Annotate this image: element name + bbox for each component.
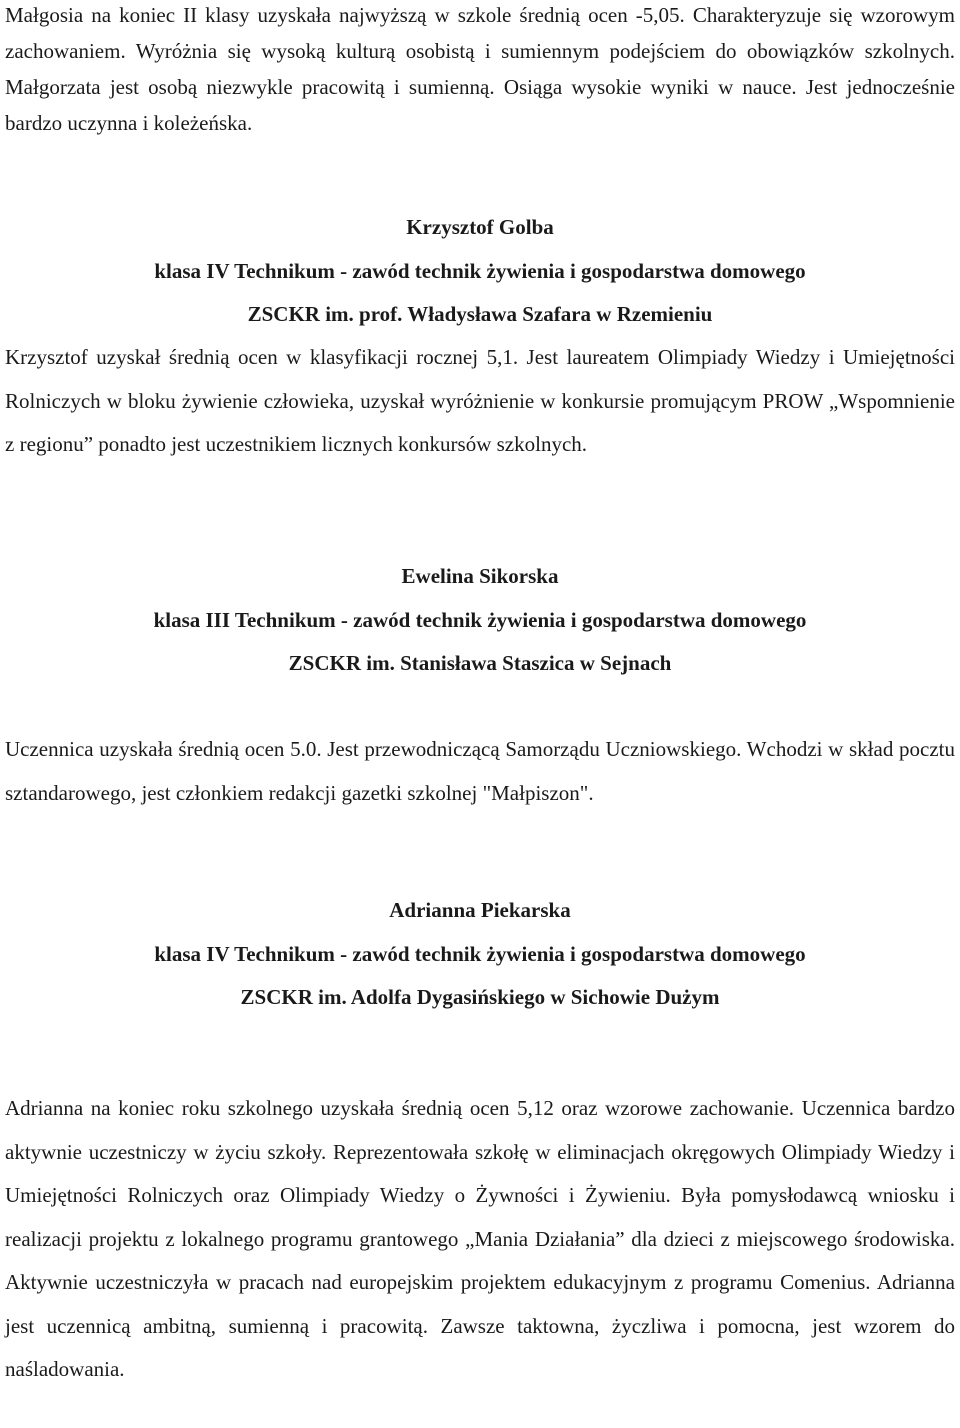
student-name: Ewelina Sikorska <box>401 564 559 588</box>
student-school: ZSCKR im. prof. Władysława Szafara w Rzemieniu <box>247 302 713 326</box>
student-description: Krzysztof uzyskał średnią ocen w klasyfikacji rocznej 5,1. Jest laureatem Olimpiady Wiedzy i Umiejętności Rolniczych w bloku żywienie człowieka, uzyskał wyróżnienie w konkursie promującym PROW „Wspomnienie z regionu” ponadto jest uczestnikiem licznych konkursów szkolnych. <box>5 345 955 456</box>
student-name: Adrianna Piekarska <box>389 898 571 922</box>
student-heading-ewelina <box>0 555 960 686</box>
student-class: klasa IV Technikum - zawód technik żywienia i gospodarstwa domowego <box>154 941 806 966</box>
student-description: Adrianna na koniec roku szkolnego uzyskała średnią ocen 5,12 oraz wzorowe zachowanie. Uczennica bardzo aktywnie uczestniczy w życiu szkoły. Reprezentowała szkołę w eliminacjach okręgowych Olimpiady Wiedzy i Umiejętności Rolniczych oraz Olimpiady Wiedzy o Żywności i Żywieniu. Była pomysłodawcą wniosku i realizacji projektu z lokalnego programu grantowego „Mania Działania” dla dzieci z miejscowego środowiska. Aktywnie uczestniczyła w pracach nad europejskim projektem edukacyjnym z programu Comenius. Adrianna jest uczennicą ambitną, sumienną i pracowitą. Zawsze taktowna, życzliwa i pomocna, jest wzorem do naśladowania. <box>5 1096 955 1381</box>
student-class: klasa III Technikum - zawód technik żywienia i gospodarstwa domowego <box>153 607 807 632</box>
student-school: ZSCKR im. Adolfa Dygasińskiego w Sichowie Dużym <box>240 985 720 1009</box>
student-school: ZSCKR im. Stanisława Staszica w Sejnach <box>288 651 672 675</box>
student-heading-krzysztof <box>0 206 960 337</box>
student-heading-adrianna <box>0 889 960 1020</box>
intro-paragraph: Małgosia na koniec II klasy uzyskała najwyższą w szkole średnią ocen -5,05. Charakteryzuje się wzorowym zachowaniem. Wyróżnia się wysoką kulturą osobistą i sumiennym podejściem do obowiązków szkolnych. Małgorzata jest osobą niezwykle pracowitą i sumienną. Osiąga wysokie wyniki w nauce. Jest jednocześnie bardzo uczynna i koleżeńska. <box>5 3 955 135</box>
student-class: klasa IV Technikum - zawód technik żywienia i gospodarstwa domowego <box>154 258 806 283</box>
student-description: Uczennica uzyskała średnią ocen 5.0. Jest przewodniczącą Samorządu Uczniowskiego. Wchodzi w skład pocztu sztandarowego, jest członkiem redakcji gazetki szkolnej "Małpiszon". <box>5 737 955 805</box>
student-name: Krzysztof Golba <box>406 215 554 239</box>
